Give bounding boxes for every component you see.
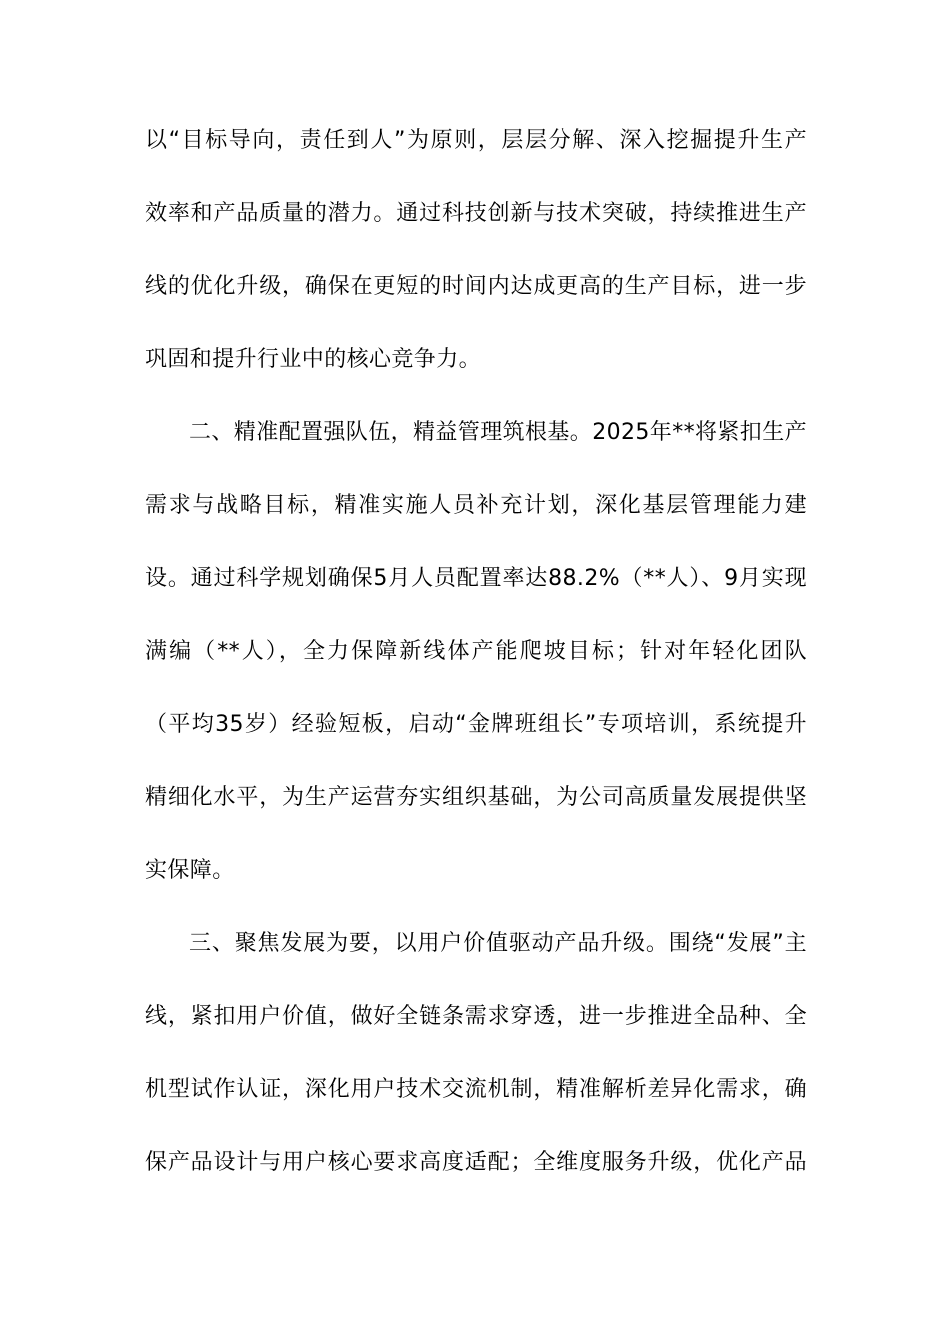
paragraph-1-line-3: 线的优化升级，确保在更短的时间内达成更高的生产目标，进一步 (145, 274, 807, 299)
paragraph-3-line-4: 保产品设计与用户核心要求高度适配；全维度服务升级，优化产品 (145, 1150, 807, 1175)
paragraph-2-line-4: 满编（**人），全力保障新线体产能爬坡目标；针对年轻化团队 (145, 639, 807, 664)
paragraph-1-line-1: 以“目标导向，责任到人”为原则，层层分解、深入挖掘提升生产 (145, 128, 807, 153)
paragraph-3-line-1: 三、聚焦发展为要，以用户价值驱动产品升级。围绕“发展”主 (189, 931, 807, 956)
paragraph-3-line-3: 机型试作认证，深化用户技术交流机制，精准解析差异化需求，确 (145, 1077, 807, 1102)
paragraph-2-line-6: 精细化水平，为生产运营夯实组织基础，为公司高质量发展提供坚 (145, 785, 807, 810)
paragraph-2-line-3: 设。通过科学规划确保5月人员配置率达88.2%（**人）、9月实现 (145, 566, 807, 591)
paragraph-3-line-2: 线，紧扣用户价值，做好全链条需求穿透，进一步推进全品种、全 (145, 1004, 807, 1029)
paragraph-2-line-5: （平均35岁）经验短板，启动“金牌班组长”专项培训，系统提升 (145, 712, 807, 737)
paragraph-2-line-1: 二、精准配置强队伍，精益管理筑根基。2025年**将紧扣生产 (189, 420, 807, 445)
document-body (145, 112, 807, 1207)
paragraph-1-line-2: 效率和产品质量的潜力。通过科技创新与技术突破，持续推进生产 (145, 201, 807, 226)
paragraph-2-line-7: 实保障。 (145, 858, 235, 883)
paragraph-1-line-4: 巩固和提升行业中的核心竞争力。 (145, 347, 482, 372)
paragraph-2-line-2: 需求与战略目标，精准实施人员补充计划，深化基层管理能力建 (145, 493, 807, 518)
